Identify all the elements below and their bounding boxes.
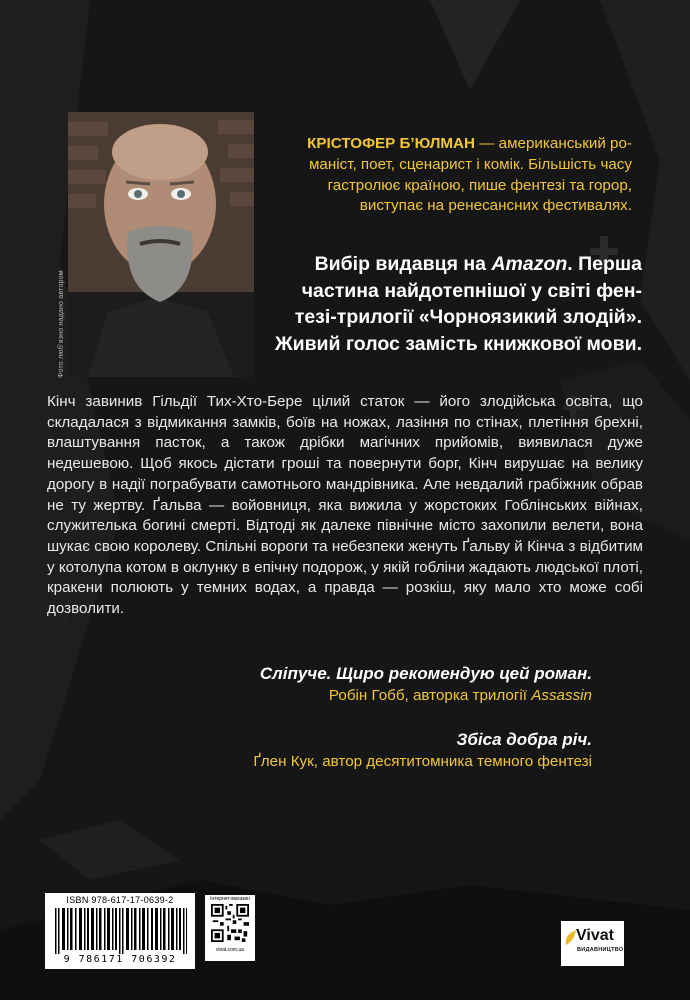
- bio-line-2: маніст, поет, сценарист і комік. Більшість часу: [308, 155, 632, 173]
- author-photo: [68, 112, 254, 377]
- quote-author: [260, 685, 592, 706]
- tagline-line-3: тезі-трилогії «Чорноязикий злодій».: [294, 306, 642, 328]
- publisher-sub: ВИДАВНИЦТВО: [577, 947, 624, 953]
- photo-credit: Фото люб’язно надано автором: [58, 270, 65, 378]
- shop-url[interactable]: vivat.com.ua: [215, 947, 245, 953]
- author-name: КРІСТОФЕР Б’ЮЛМАН: [307, 135, 475, 152]
- tagline-line-4: Живий голос замість книжкової мови.: [274, 332, 642, 355]
- shop-qr-code[interactable]: [205, 895, 255, 961]
- bio-dash: —: [474, 135, 499, 152]
- quote-author-series: Assassin: [531, 687, 592, 704]
- barcode-bars: [55, 908, 187, 954]
- isbn-label: ISBN 978-617-17-0639-2: [66, 895, 174, 905]
- tagline-text: Вибір видавця на: [314, 253, 492, 275]
- bio-line-3: гастролює країною, пише фентезі та горор,: [327, 176, 632, 194]
- book-description: Кінч завинив Гільдії Тих-Хто-Бере цілий статок — його злодійська освіта, що складалася з відмикання замків, боїв на ножах, лазіння по стінах, плетіння брехні, влаштування пасток, а також дрібки магічних прийомів, виявилася дуже недешевою. Щоб якось дістати гроші та повернути борг, Кінч вирушає на велику дорогу в надії пограбувати самотнього мандрівника. Але невдалий грабіжник обрав не ту жертву. Ґальва — войовниця, яка вижила у жорстоких Гоблінських війнах, служителька богині смерті. Відтоді як далеке північне місто захопили велети, вона шукає свою королеву. Спільні вороги та небезпеки женуть Ґальву й Кінча з відбитим у котолупа котом в оклунку в епічну подорож, у якій гобліни жадають людської плоті, кракени полюють у темних водах, а правда — розкіш, яку мало хто може собі дозволити.: [47, 393, 643, 618]
- tagline-amazon: Amazon: [491, 253, 568, 275]
- author-bio: [272, 134, 632, 217]
- bio-line-4: виступає на ренесансних фестивалях.: [359, 197, 632, 215]
- bio-text-1: американський ро-: [498, 135, 632, 152]
- bio-line-1: [272, 134, 632, 155]
- tagline-line-1: [262, 251, 642, 278]
- barcode-number: 9 786171 706392: [63, 954, 177, 965]
- tagline-text-end: . Перша: [567, 253, 642, 275]
- review-quote-2: [253, 728, 592, 772]
- author-portrait-image: [68, 112, 254, 377]
- quote-author-name: Робін Гобб, авторка трилогії: [328, 687, 532, 704]
- qr-code-icon[interactable]: [211, 904, 249, 942]
- tagline-line-2: частина найдотепнішої у світі фен-: [301, 279, 642, 302]
- quote-author: [253, 751, 592, 772]
- quote-text: Сліпуче. Щиро рекомендую цей роман.: [259, 664, 592, 683]
- quote-text: Збіса добра річ.: [456, 730, 592, 749]
- quote-author-name: Ґлен Кук, автор десятитомника темного фентезі: [253, 753, 592, 770]
- isbn-barcode: [45, 893, 195, 969]
- tagline: [262, 251, 642, 357]
- publisher-name: Vivat: [576, 927, 614, 944]
- qr-label: Інтернет-магазин: [210, 896, 250, 902]
- publisher-logo: [561, 921, 624, 966]
- review-quote-1: [260, 662, 592, 706]
